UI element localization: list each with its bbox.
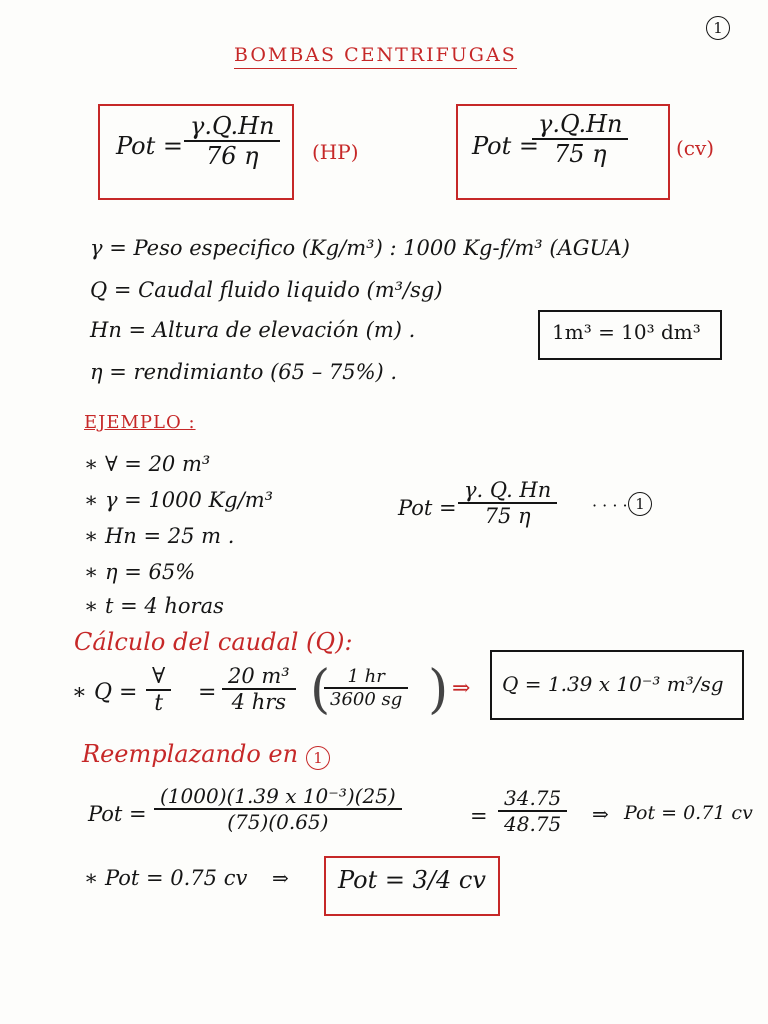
caudal-prefix: ∗ Q = [72,680,138,705]
definition-gamma: γ = Peso especifico (Kg/m³) : 1000 Kg-f/m³ (AGUA) [90,236,630,260]
rounded-arrow: ⇒ [272,866,289,890]
caudal-title: Cálculo del caudal (Q): [74,628,353,656]
caudal-frac-1-num: ∀ [146,664,171,691]
caudal-arrow: ⇒ [452,676,471,701]
formula-hp-unit: (HP) [312,140,359,164]
example-gamma: ∗ γ = 1000 Kg/m³ [84,488,274,512]
example-formula-fraction [458,478,557,528]
caudal-frac-1-den: t [154,691,164,716]
formula-cv-lhs: Pot = [472,132,540,160]
formula-hp-denominator: 76 η [205,142,259,170]
caudal-frac-2-num: 20 m³ [222,664,296,690]
example-hn: ∗ Hn = 25 m . [84,524,235,548]
formula-cv-fraction [532,110,628,168]
paren-open: ( [310,660,331,720]
example-formula-denominator: 75 η [484,504,531,528]
example-eta: ∗ η = 65% [84,560,196,584]
formula-cv-denominator: 75 η [553,140,607,168]
final-eq: = [470,804,488,828]
example-time: ∗ t = 4 horas [84,594,224,618]
example-formula-lhs: Pot = [398,496,457,520]
caudal-result: Q = 1.39 x 10⁻³ m³/sg [502,672,724,696]
formula-hp-lhs: Pot = [116,132,184,160]
replace-ref: 1 [306,746,330,770]
final-lhs: Pot = [88,802,147,826]
page-title: BOMBAS CENTRIFUGAS [234,44,517,69]
example-formula-dots: · · · · [592,496,628,515]
final-arrow: ⇒ [592,802,609,826]
example-formula-numerator: γ. Q. Hn [458,478,557,504]
caudal-frac-3 [324,666,408,710]
replace-title: Reemplazando en [82,740,299,768]
final-denominator-2: 48.75 [504,812,562,836]
equation-ref-1: 1 [628,492,652,516]
formula-cv-numerator: γ.Q.Hn [532,110,628,140]
formula-hp-fraction [184,112,280,170]
example-title: EJEMPLO : [84,412,196,433]
caudal-eq: = [198,680,217,705]
formula-cv-unit: (cv) [676,136,715,160]
conversion-text: 1m³ = 10³ dm³ [552,320,701,344]
final-numerator-2: 34.75 [498,786,567,812]
formula-hp-numerator: γ.Q.Hn [184,112,280,142]
final-numerator: (1000)(1.39 x 10⁻³)(25) [154,784,402,810]
rounded-result: ∗ Pot = 0.75 cv [84,866,248,890]
example-volume: ∗ ∀ = 20 m³ [84,452,211,476]
definition-q: Q = Caudal fluido liquido (m³/sg) [90,278,443,302]
page-number: 1 [706,16,730,40]
final-result: Pot = 0.71 cv [624,802,753,824]
caudal-frac-3-num: 1 hr [324,666,408,689]
caudal-frac-3-den: 3600 sg [330,689,403,710]
caudal-frac-2-den: 4 hrs [231,690,287,714]
paren-close: ) [428,660,449,720]
definition-eta: η = rendimianto (65 – 75%) . [90,360,398,384]
caudal-frac-1 [146,664,171,716]
final-fraction-2 [498,786,567,836]
definition-hn: Hn = Altura de elevación (m) . [90,318,416,342]
final-fraction [154,784,402,834]
final-denominator: (75)(0.65) [227,810,329,834]
caudal-frac-2 [222,664,296,714]
final-answer: Pot = 3/4 cv [338,866,486,894]
